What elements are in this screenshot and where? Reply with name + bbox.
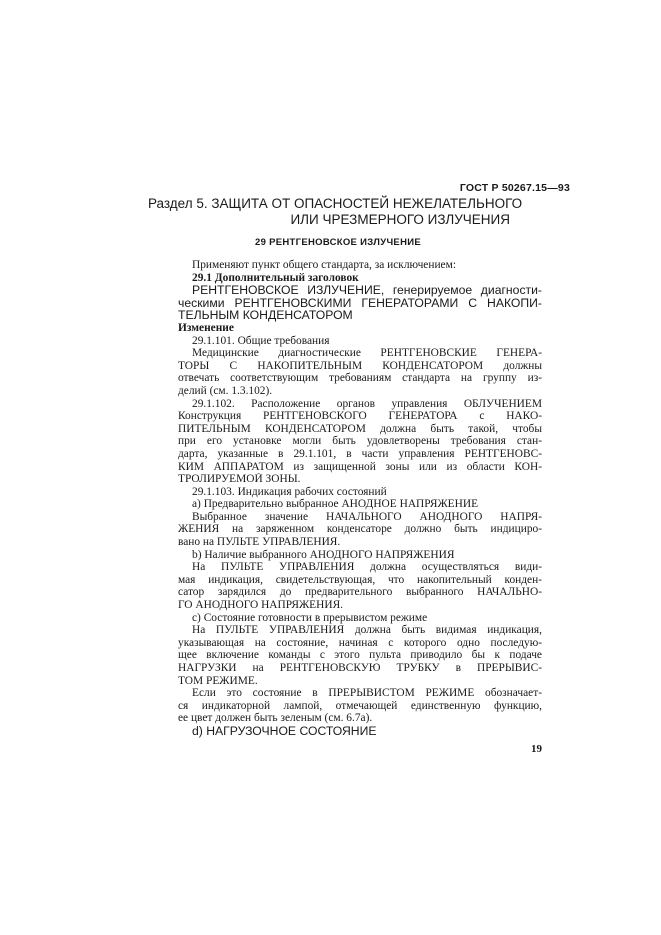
text-line: ТОРЫ С НАКОПИТЕЛЬНЫМ КОНДЕНСАТОРОМ должны <box>178 359 542 372</box>
text-line: дарта, указанные в 29.1.101, в части управления РЕНТГЕНОВС- <box>178 447 542 460</box>
body-text <box>178 259 542 738</box>
text-line: ТОМ РЕЖИМЕ. <box>178 674 258 687</box>
text-line: сатор зарядился до предварительного выбранного НАЧАЛЬНО- <box>178 586 542 599</box>
text-line: а) Предварительно выбранное АНОДНОЕ НАПРЯЖЕНИЕ <box>192 498 479 511</box>
chapter-title: 29 РЕНТГЕНОВСКОЕ ИЗЛУЧЕНИЕ <box>255 237 421 248</box>
text-line: ТРОЛИРУЕМОЙ ЗОНЫ. <box>178 473 301 486</box>
text-line: Выбранное значение НАЧАЛЬНОГО АНОДНОГО НАПРЯ- <box>192 510 542 523</box>
text-line: КИМ АППАРАТОМ из защищенной зоны или из области КОН- <box>178 460 542 473</box>
text-line: На ПУЛЬТЕ УПРАВЛЕНИЯ должна осуществляться види- <box>192 561 542 574</box>
text-line: отвечать соответствующим требованиям стандарта на группу из- <box>178 372 542 385</box>
text-line: Конструкция РЕНТГЕНОВСКОГО ГЕНЕРАТОРА с НАКО- <box>178 410 542 423</box>
text-line: На ПУЛЬТЕ УПРАВЛЕНИЯ должна быть видимая индикация, <box>192 624 542 637</box>
text-line: указывающая на состояние, начиная с которого одно последую- <box>178 636 542 649</box>
text-line: Если это состояние в ПРЕРЫВИСТОМ РЕЖИМЕ обозначает- <box>192 687 542 700</box>
text-line: мая индикация, свидетельствующая, что накопительный конден- <box>178 573 542 586</box>
section-heading-line-2: ИЛИ ЧРЕЗМЕРНОГО ИЗЛУЧЕНИЯ <box>290 212 510 227</box>
text-line: 29.1.102. Расположение органов управления ОБЛУЧЕНИЕМ <box>192 397 542 410</box>
text-line: ЖЕНИЯ на заряженном конденсаторе должно быть индициро- <box>178 523 542 536</box>
section-heading <box>148 196 528 228</box>
text-line: ТЕЛЬНЫМ КОНДЕНСАТОРОМ <box>178 309 353 322</box>
text-line: с) Состояние готовности в прерывистом режиме <box>192 611 428 624</box>
text-line: при его установке могли быть удовлетворены требования стан- <box>178 435 542 448</box>
text-line: b) Наличие выбранного АНОДНОГО НАПРЯЖЕНИЯ <box>192 548 455 561</box>
amendment-label: Изменение <box>178 321 234 334</box>
text-line: 29.1.101. Общие требования <box>192 334 330 347</box>
text-line: Медицинские диагностические РЕНТГЕНОВСКИЕ ГЕНЕРА- <box>192 347 542 360</box>
section-heading-line-1: Раздел 5. ЗАЩИТА ОТ ОПАСНОСТЕЙ НЕЖЕЛАТЕЛЬНОГО <box>148 196 523 211</box>
text-line: НАГРУЗКИ на РЕНТГЕНОВСКУЮ ТРУБКУ в ПРЕРЫВИС- <box>178 662 542 674</box>
text-line: ПИТЕЛЬНЫМ КОНДЕНСАТОРОМ должна быть такой, чтобы <box>178 422 542 435</box>
document-code: ГОСТ Р 50267.15—93 <box>459 182 570 194</box>
text-line: 29.1.103. Индикация рабочих состояний <box>192 485 387 498</box>
text-line: Применяют пункт общего стандарта, за исключением: <box>192 259 456 271</box>
text-line: ГО АНОДНОГО НАПРЯЖЕНИЯ. <box>178 599 344 612</box>
text-line: ее цвет должен быть зеленым (см. 6.7а). <box>178 712 373 725</box>
subsection-heading: 29.1 Дополнительный заголовок <box>192 271 359 284</box>
text-line: вано на ПУЛЬТЕ УПРАВЛЕНИЯ. <box>178 536 341 549</box>
page-number: 19 <box>531 743 542 755</box>
text-line: d) НАГРУЗОЧНОЕ СОСТОЯНИЕ <box>192 724 377 738</box>
text-line: ся индикаторной лампой, отмечающей единственную функцию, <box>178 699 542 712</box>
text-line: делий (см. 1.3.102). <box>178 384 273 397</box>
text-line: РЕНТГЕНОВСКОЕ ИЗЛУЧЕНИЕ, генерируемое диагности- <box>192 284 542 297</box>
text-line: щее включение команды с этого пульта приводило бы к подаче <box>178 649 542 662</box>
text-line: ческими РЕНТГЕНОВСКИМИ ГЕНЕРАТОРАМИ С НАКОПИ- <box>178 296 542 310</box>
